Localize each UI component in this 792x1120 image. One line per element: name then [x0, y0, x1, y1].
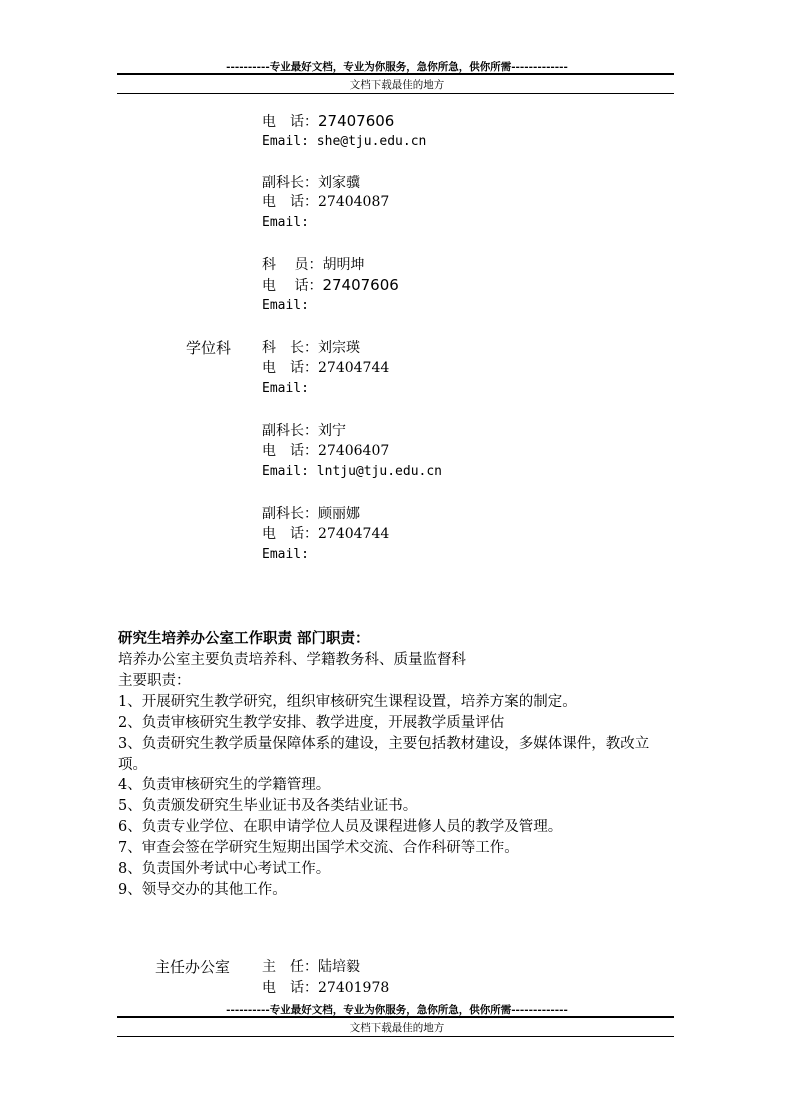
footer-rule — [117, 1016, 674, 1018]
duty-item: 7、审查会签在学研究生短期出国学术交流、合作科研等工作。 — [118, 840, 519, 856]
contact-email: Email: she@tju.edu.cn — [262, 134, 427, 149]
phone-number: 27407606 — [322, 276, 399, 294]
duty-item: 9、领导交办的其他工作。 — [118, 882, 287, 898]
staff-email: Email: — [262, 298, 309, 313]
director-phone: 电 话：27401978 — [262, 980, 390, 996]
footer-rule-thin — [117, 1036, 674, 1037]
degree-chief-email: Email: — [262, 381, 309, 396]
page-footer-banner: ----------专业最好文档，专业为你服务，急你所急，供你所需------------- — [226, 1004, 568, 1016]
header-rule-thin — [117, 93, 674, 94]
degree-deputy2-title: 副科长：顾丽娜 — [262, 506, 360, 522]
duty-item: 1、开展研究生教学研究，组织审核研究生课程设置，培养方案的制定。 — [118, 694, 577, 710]
deputy-chief-title: 副科长：刘家骥 — [262, 175, 360, 191]
degree-deputy1-phone: 电 话：27406407 — [262, 443, 390, 459]
section-heading: 研究生培养办公室工作职责 部门职责： — [118, 630, 370, 647]
deputy-chief-email: Email: — [262, 215, 309, 230]
degree-deputy1-title: 副科长：刘宁 — [262, 423, 346, 439]
phone-label: 电 话： — [262, 278, 323, 294]
degree-deputy2-phone: 电 话：27404744 — [262, 526, 390, 542]
staff-title: 科 员：胡明坤 — [262, 257, 365, 273]
page-header-banner: ----------专业最好文档，专业为你服务，急你所急，供你所需------------- — [226, 61, 568, 73]
duty-item: 2、负责审核研究生教学安排、教学进度，开展教学质量评估 — [118, 715, 505, 731]
duty-item: 6、负责专业学位、在职申请学位人员及课程进修人员的教学及管理。 — [118, 819, 563, 835]
duties-label: 主要职责： — [118, 673, 191, 689]
director-title: 主 任：陆培毅 — [262, 959, 360, 975]
section-intro: 培养办公室主要负责培养科、学籍教务科、质量监督科 — [118, 652, 466, 668]
deputy-chief-phone: 电 话：27404087 — [262, 194, 390, 210]
degree-chief-phone: 电 话：27404744 — [262, 360, 390, 376]
duty-item: 3、负责研究生教学质量保障体系的建设，主要包括教材建设，多媒体课件，教改立项。 — [118, 736, 650, 773]
page-header-subtitle: 文档下载最佳的地方 — [349, 79, 445, 91]
contact-phone — [262, 111, 394, 132]
director-office-name: 主任办公室 — [155, 958, 231, 976]
staff-phone — [262, 275, 399, 296]
phone-label: 电 话： — [262, 114, 318, 130]
degree-deputy2-email: Email: — [262, 547, 309, 562]
header-rule — [117, 73, 674, 75]
degree-chief-title: 科 长：刘宗瑛 — [262, 340, 360, 356]
degree-deputy1-email: Email: lntju@tju.edu.cn — [262, 464, 443, 479]
duty-item: 4、负责审核研究生的学籍管理。 — [118, 777, 331, 793]
duty-item: 5、负责颁发研究生毕业证书及各类结业证书。 — [118, 798, 418, 814]
duty-item: 8、负责国外考试中心考试工作。 — [118, 861, 331, 877]
page-footer-subtitle: 文档下载最佳的地方 — [349, 1022, 445, 1034]
degree-dept-name: 学位科 — [186, 339, 232, 357]
phone-number: 27407606 — [318, 112, 395, 130]
